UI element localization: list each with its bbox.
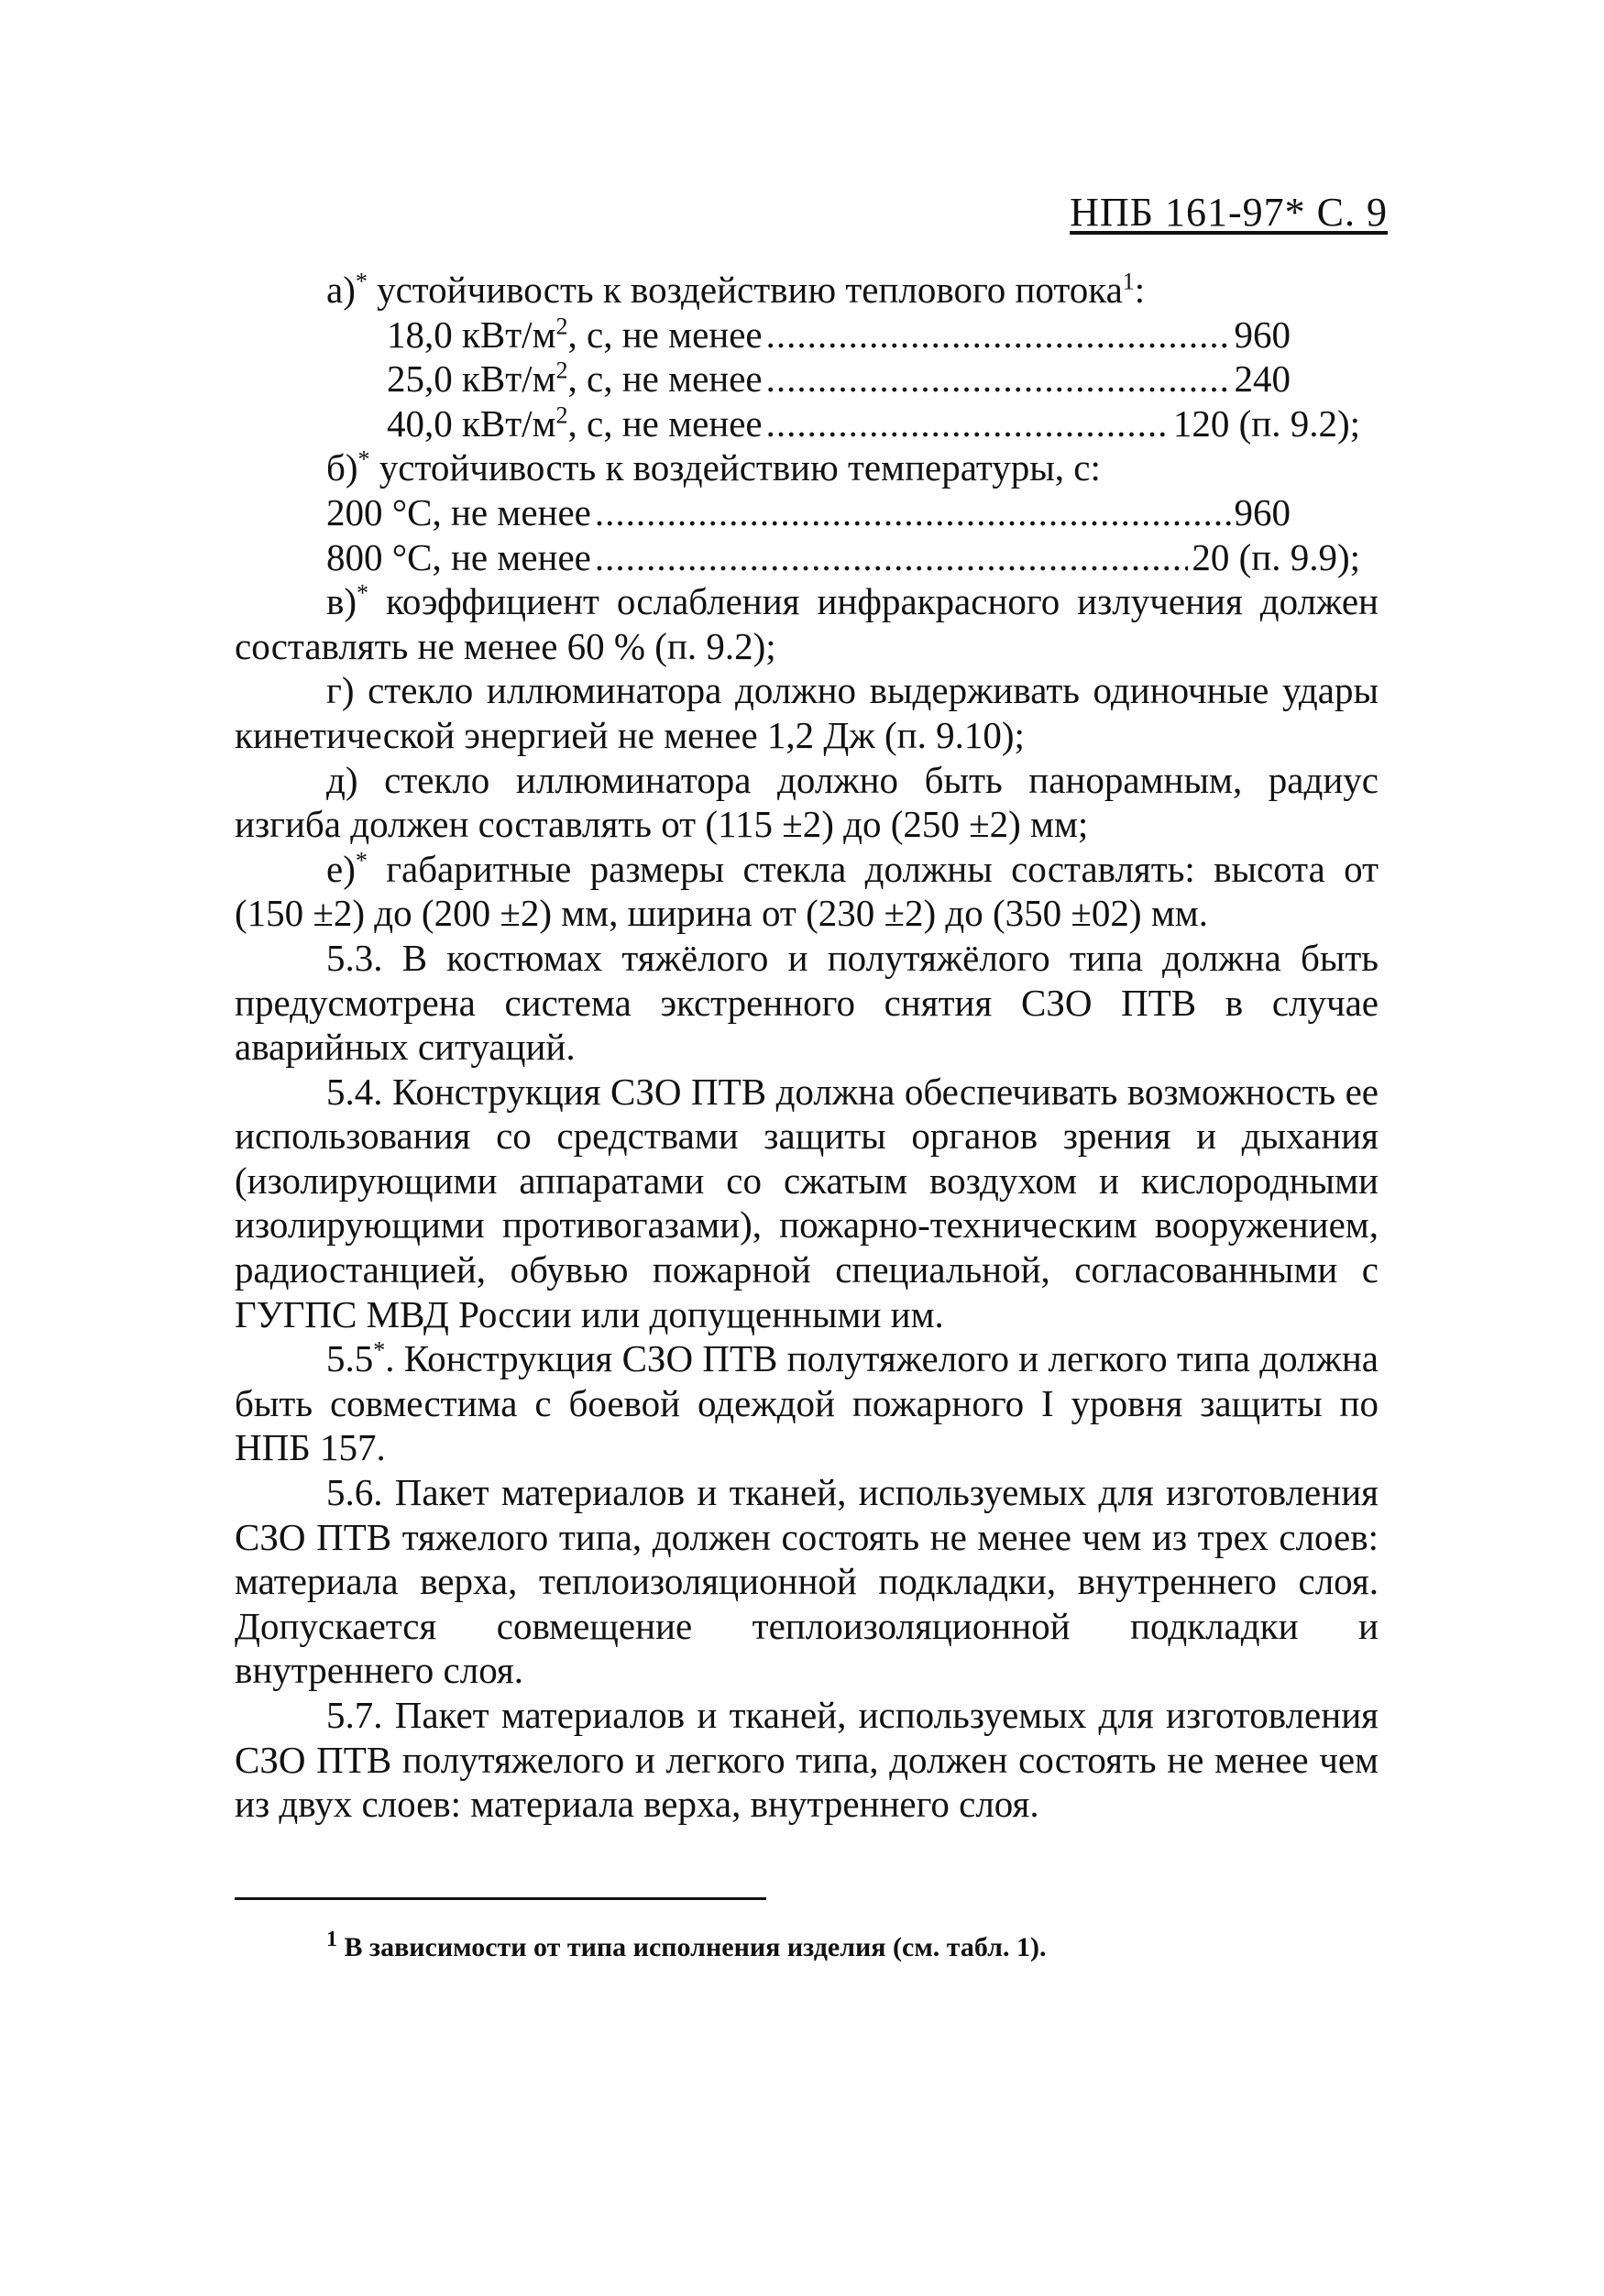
row-18kw (387, 313, 1291, 357)
row-value: 240 (1234, 357, 1291, 401)
footnote-text: В зависимости от типа исполнения изделия (см. табл. 1). (337, 1932, 1047, 1962)
paragraph-5-5-star: * (373, 1336, 386, 1364)
row-sup: 2 (555, 312, 568, 339)
row-label: 40,0 кВт/м (387, 401, 556, 445)
document-body (235, 268, 1379, 1827)
row-rest: , с, не менее (567, 401, 763, 445)
row-sup: 2 (555, 401, 568, 429)
item-b-text: устойчивость к воздействию температуры, с: (369, 446, 1101, 489)
item-g: г) стекло иллюминатора должно выдерживать одиночные удары кинетической энергией не менее 1,2 Дж (п. 9.10); (235, 669, 1379, 756)
paragraph-5-5 (235, 1336, 1379, 1470)
item-a (235, 268, 1379, 313)
row-value: 120 (п. 9.2); (1172, 401, 1360, 445)
row-40kw (387, 401, 1360, 446)
footnote-ref: 1 (1122, 268, 1135, 295)
row-800c (326, 535, 1360, 580)
item-v (235, 579, 1379, 668)
row-value: 20 (п. 9.9); (1192, 535, 1360, 578)
row-value: 960 (1234, 313, 1291, 356)
item-b (235, 445, 1379, 490)
paragraph-5-4: 5.4. Конструкция СЗО ПТВ должна обеспечивать возможность ее использования со средствами защиты органов зрения и дыхания (изолирующими аппаратами со сжатым воздухом и кислородными изолирующими противогазами), пожарно-техническим вооружением, радиостанцией, обувью пожарной специальной, согласованными с ГУГПС МВД России или допущенными им. (235, 1070, 1379, 1335)
paragraph-5-5-text: . Конструкция СЗО ПТВ полутяжелого и легкого типа должна быть совместима с боевой одеждой пожарного I уровня защиты по НПБ 157. (235, 1337, 1379, 1469)
row-25kw (387, 357, 1291, 401)
row-label: 200 °С, не менее (326, 490, 591, 533)
row-sup: 2 (555, 357, 568, 384)
footnote-divider (235, 1897, 766, 1900)
item-v-text: коэффициент ослабления инфракрасного излучения должен составлять не менее 60 % (п. 9.2); (235, 580, 1379, 667)
item-e (235, 847, 1379, 936)
item-a-rows (235, 313, 1379, 401)
dot-leader (595, 535, 1188, 580)
item-b-marker: б) (326, 446, 358, 489)
item-a-marker: а) (326, 269, 356, 311)
item-b-star: * (357, 445, 370, 473)
item-b-rows (235, 490, 1379, 535)
row-label: 18,0 кВт/м (387, 313, 556, 356)
paragraph-5-6: 5.6. Пакет материалов и тканей, используемых для изготовления СЗО ПТВ тяжелого типа, должен состоять не менее чем из трех слоев: материала верха, теплоизоляционной подкладки, внутреннего слоя. Допускается совмещение теплоизоляционной подкладки и внутреннего слоя. (235, 1471, 1379, 1692)
dot-leader (766, 401, 1170, 446)
dot-leader (595, 490, 1231, 535)
row-value: 960 (1234, 490, 1291, 533)
dot-leader (766, 313, 1231, 357)
footnote (326, 1928, 1047, 1963)
item-b-rows-last (235, 535, 1379, 580)
row-rest: , с, не менее (567, 357, 763, 401)
paragraph-5-5-number: 5.5 (326, 1337, 374, 1380)
dot-leader (766, 357, 1231, 401)
item-e-star: * (355, 847, 368, 874)
row-rest: , с, не менее (567, 313, 763, 356)
paragraph-5-3: 5.3. В костюмах тяжёлого и полутяжёлого типа должна быть предусмотрена система экстренного снятия СЗО ПТВ в случае аварийных ситуаций. (235, 936, 1379, 1069)
item-a-rows-last (235, 401, 1379, 446)
item-a-star: * (355, 268, 368, 295)
item-v-star: * (357, 579, 369, 607)
item-a-text: устойчивость к воздействию теплового потока (367, 269, 1123, 311)
item-a-tail: : (1134, 269, 1146, 311)
page-header: НПБ 161-97* С. 9 (1070, 190, 1388, 235)
item-e-text: габаритные размеры стекла должны составлять: высота от (150 ±2) до (200 ±2) мм, ширина от (230 ±2) до (350 ±02) мм. (235, 847, 1379, 935)
row-label: 25,0 кВт/м (387, 357, 556, 401)
item-e-marker: е) (326, 847, 356, 890)
row-label: 800 °С, не менее (326, 535, 591, 578)
item-v-marker: в) (326, 580, 357, 623)
item-d: д) стекло иллюминатора должно быть панорамным, радиус изгиба должен составлять от (115 ±2) до (250 ±2) мм; (235, 758, 1379, 846)
row-200c (326, 490, 1291, 535)
paragraph-5-7: 5.7. Пакет материалов и тканей, используемых для изготовления СЗО ПТВ полутяжелого и легкого типа, должен состоять не менее чем из двух слоев: материала верха, внутреннего слоя. (235, 1694, 1379, 1826)
footnote-mark: 1 (326, 1928, 337, 1951)
